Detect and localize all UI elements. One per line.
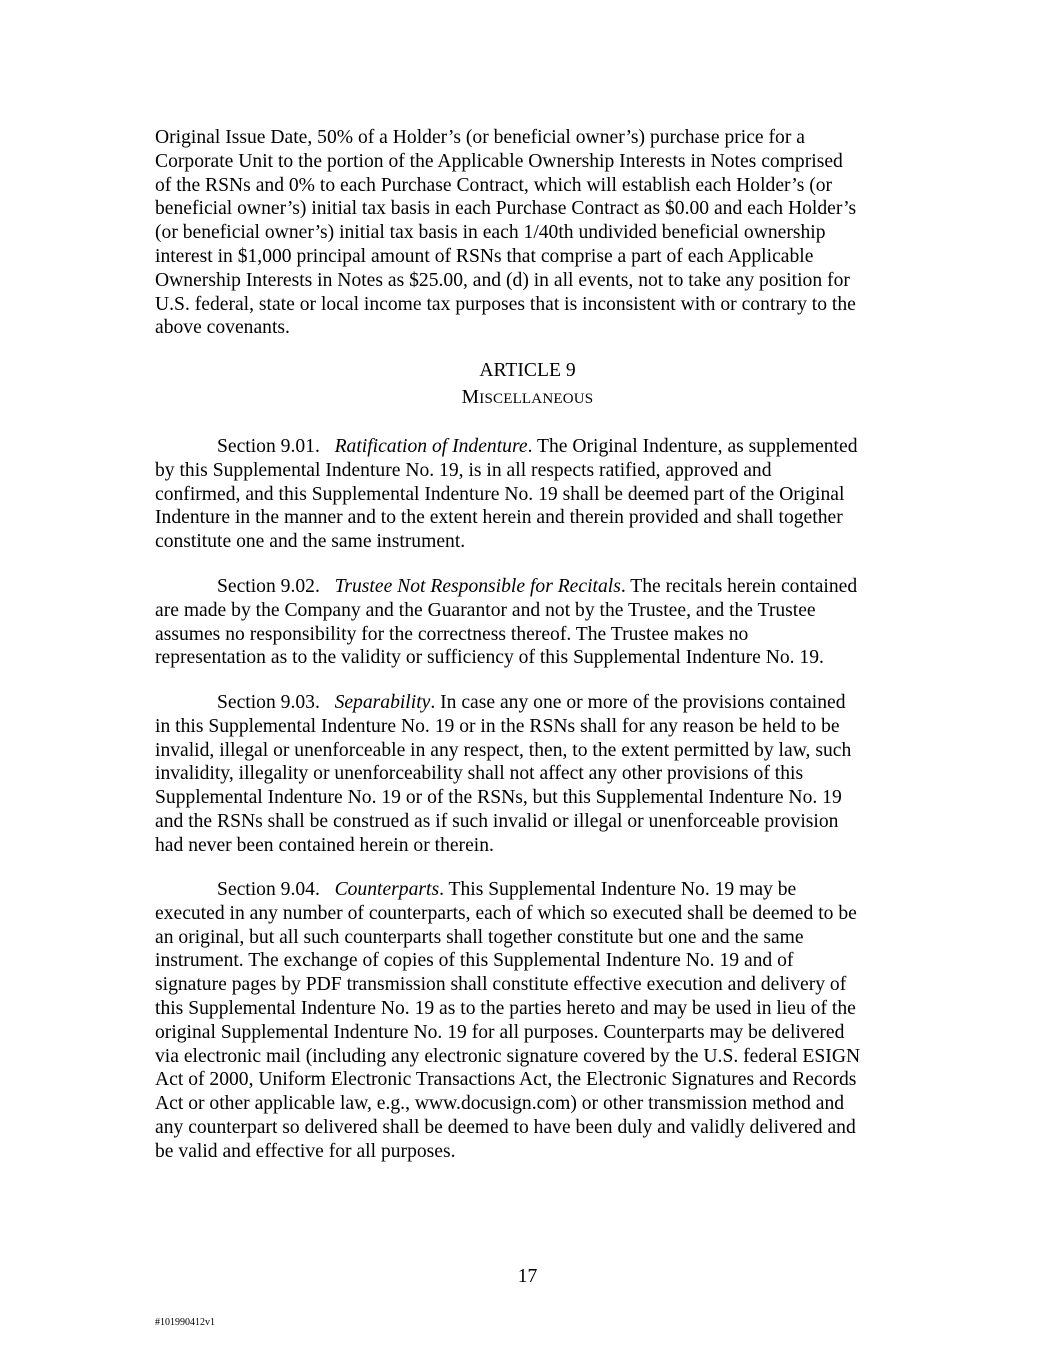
text-line: be valid and effective for all purposes. [155, 1140, 456, 1162]
section-9-04 [155, 878, 903, 1164]
section-heading: Ratification of Indenture [334, 436, 528, 457]
text-line: any counterpart so delivered shall be deemed to have been duly and validly delivered and [155, 1116, 856, 1138]
text-line: via electronic mail (including any electronic signature covered by the U.S. federal ESIGN [155, 1045, 861, 1067]
text-line: and the RSNs shall be construed as if such invalid or illegal or unenforceable provision [155, 810, 839, 832]
text-line: confirmed, and this Supplemental Indenture No. 19 shall be deemed part of the Original [155, 483, 845, 505]
article-subtitle [0, 387, 1055, 409]
text-line: Original Issue Date, 50% of a Holder’s (or beneficial owner’s) purchase price for a [155, 127, 805, 148]
text-line: invalidity, illegality or unenforceability shall not affect any other provisions of this [155, 763, 804, 785]
section-9-01 [155, 435, 903, 554]
document-id: #101990412v1 [155, 1317, 215, 1328]
article-subtitle-rest: ISCELLANEOUS [479, 391, 594, 407]
text-line: by this Supplemental Indenture No. 19, is in all respects ratified, approved and [155, 459, 772, 481]
text-line: Ownership Interests in Notes as $25.00, and (d) in all events, not to take any position for [155, 269, 850, 291]
text-line: beneficial owner’s) initial tax basis in each Purchase Contract as $0.00 and each Holder’s [155, 198, 857, 220]
section-first-line-text: . The recitals herein contained [620, 576, 858, 597]
section-number: Section 9.03. [217, 692, 320, 713]
text-line: had never been contained herein or therein. [155, 834, 494, 856]
section-first-line [155, 691, 903, 715]
section-number: Section 9.04. [217, 879, 320, 900]
article-subtitle-initial: M [461, 387, 480, 408]
section-first-line [155, 575, 903, 599]
section-first-line-text: . In case any one or more of the provisions contained [430, 692, 846, 713]
text-line: of the RSNs and 0% to each Purchase Contract, which will establish each Holder’s (or [155, 174, 833, 196]
text-line: above covenants. [155, 317, 290, 339]
text-line: are made by the Company and the Guarantor and not by the Trustee, and the Trustee [155, 599, 816, 621]
section-heading: Trustee Not Responsible for Recitals [334, 576, 621, 597]
section-heading: Separability [334, 692, 431, 713]
text-line: (or beneficial owner’s) initial tax basis in each 1/40th undivided beneficial ownership [155, 222, 826, 244]
article-title: ARTICLE 9 [479, 360, 576, 381]
text-line: representation as to the validity or sufficiency of this Supplemental Indenture No. 19. [155, 647, 824, 669]
section-heading: Counterparts [334, 879, 440, 900]
text-line: executed in any number of counterparts, each of which so executed shall be deemed to be [155, 902, 857, 924]
text-line: original Supplemental Indenture No. 19 for all purposes. Counterparts may be delivered [155, 1021, 845, 1043]
text-line: instrument. The exchange of copies of this Supplemental Indenture No. 19 and of [155, 950, 794, 972]
text-line: assumes no responsibility for the correctness thereof. The Trustee makes no [155, 623, 749, 645]
text-line: Corporate Unit to the portion of the Applicable Ownership Interests in Notes comprised [155, 150, 843, 172]
section-9-03 [155, 691, 903, 858]
text-line: Act or other applicable law, e.g., www.docusign.com) or other transmission method and [155, 1093, 845, 1115]
text-line: constitute one and the same instrument. [155, 531, 466, 553]
text-line: an original, but all such counterparts shall together constitute but one and the same [155, 926, 804, 948]
text-line: this Supplemental Indenture No. 19 as to the parties hereto and may be used in lieu of the [155, 997, 856, 1019]
section-first-line-text: . The Original Indenture, as supplemented [527, 436, 858, 457]
text-line: Act of 2000, Uniform Electronic Transactions Act, the Electronic Signatures and Records [155, 1069, 857, 1091]
section-number: Section 9.02. [217, 576, 320, 597]
text-line: Supplemental Indenture No. 19 or of the RSNs, but this Supplemental Indenture No. 19 [155, 787, 842, 809]
section-first-line-text: . This Supplemental Indenture No. 19 may be [439, 879, 797, 900]
section-first-line [155, 878, 903, 902]
page-number: 17 [517, 1266, 538, 1287]
continuation-paragraph [155, 126, 903, 340]
text-line: invalid, illegal or unenforceable in any respect, then, to the extent permitted by law, such [155, 739, 852, 761]
text-line: interest in $1,000 principal amount of RSNs that comprise a part of each Applicable [155, 245, 814, 267]
text-line: U.S. federal, state or local income tax purposes that is inconsistent with or contrary to the [155, 293, 856, 315]
section-9-02 [155, 575, 903, 670]
text-line: in this Supplemental Indenture No. 19 or in the RSNs shall for any reason be held to be [155, 715, 840, 737]
section-first-line [155, 435, 903, 459]
text-line: Indenture in the manner and to the extent herein and therein provided and shall together [155, 507, 843, 529]
section-number: Section 9.01. [217, 436, 320, 457]
text-line: signature pages by PDF transmission shall constitute effective execution and delivery of [155, 974, 847, 996]
